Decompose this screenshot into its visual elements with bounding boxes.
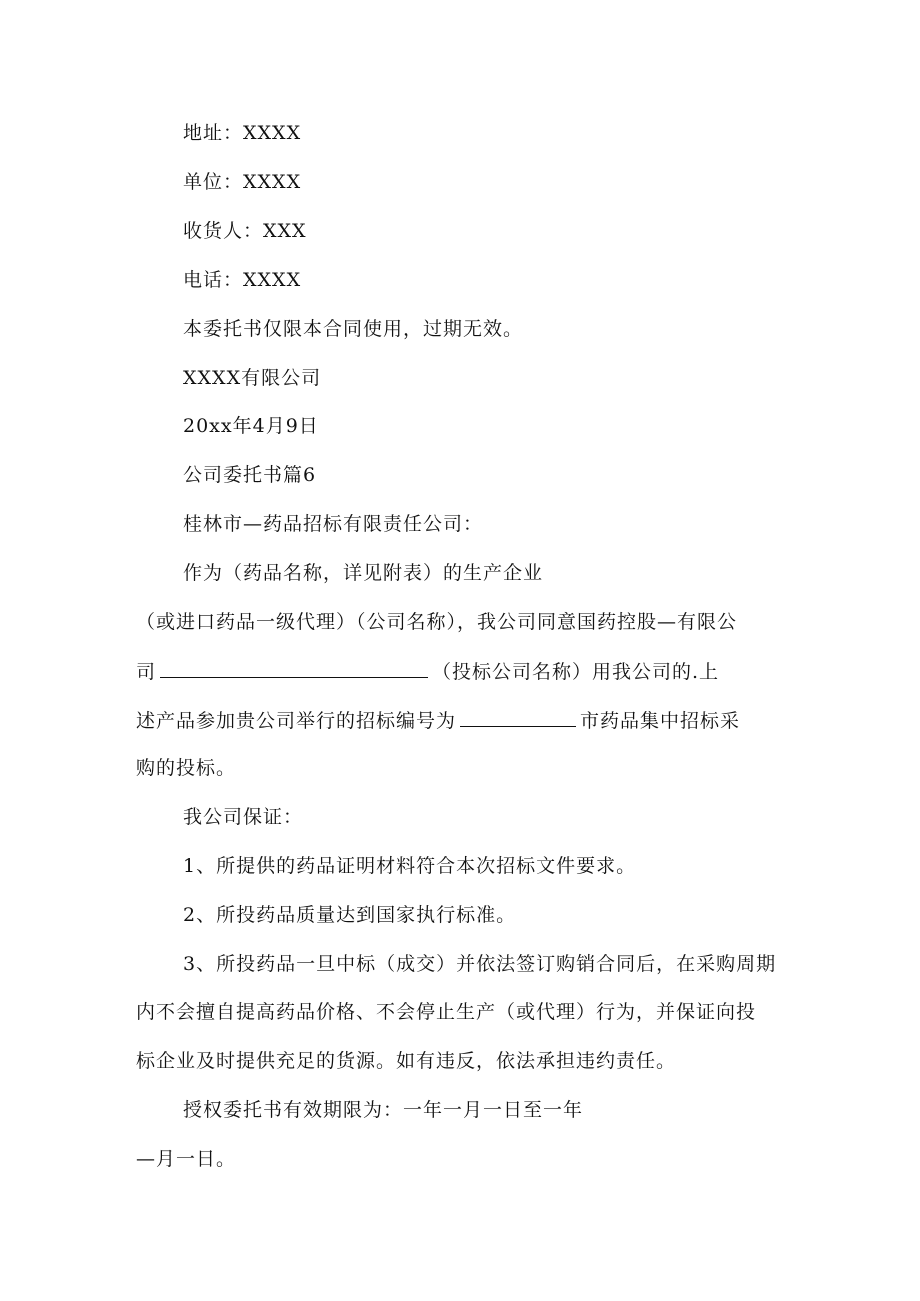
paragraph-line xyxy=(136,708,740,733)
recipient-line: 收货人：XXX xyxy=(183,220,307,242)
company-name: XXXX有限公司 xyxy=(183,367,322,389)
guarantee-item-1: 1、所提供的药品证明材料符合本次招标文件要求。 xyxy=(183,855,637,877)
paragraph-line xyxy=(136,659,719,684)
paragraph-text: （投标公司名称）用我公司的.上 xyxy=(432,661,720,683)
fill-in-blank[interactable] xyxy=(460,708,576,727)
paragraph-text: 述产品参加贵公司举行的招标编号为 xyxy=(136,710,457,732)
guarantee-intro: 我公司保证： xyxy=(183,806,304,828)
paragraph-line: （或进口药品一级代理）（公司名称），我公司同意国药控股—有限公 xyxy=(136,611,738,633)
fill-in-blank[interactable] xyxy=(160,659,428,678)
validity-note: 本委托书仅限本合同使用，过期无效。 xyxy=(183,318,524,340)
unit-line: 单位：XXXX xyxy=(183,171,302,193)
validity-period-cont: —月一日。 xyxy=(136,1148,237,1170)
guarantee-item-3-cont: 标企业及时提供充足的货源。如有违反，依法承担违约责任。 xyxy=(136,1050,677,1072)
phone-line: 电话：XXXX xyxy=(183,269,302,291)
address-line: 地址：XXXX xyxy=(183,122,302,144)
paragraph-text: 市药品集中招标采 xyxy=(580,710,741,732)
paragraph-text: 司 xyxy=(136,661,157,683)
guarantee-item-3: 3、所投药品一旦中标（成交）并依法签订购销合同后，在采购周期 xyxy=(183,953,777,975)
addressee-line: 桂林市—药品招标有限责任公司： xyxy=(183,513,484,535)
section-title: 公司委托书篇6 xyxy=(183,464,317,486)
guarantee-item-2: 2、所投药品质量达到国家执行标准。 xyxy=(183,904,517,926)
paragraph-line: 作为（药品名称，详见附表）的生产企业 xyxy=(183,562,544,584)
date-line: 20xx年4月9日 xyxy=(183,415,319,437)
paragraph-line: 购的投标。 xyxy=(136,757,237,779)
validity-period: 授权委托书有效期限为：一年一月一日至一年 xyxy=(183,1099,584,1121)
guarantee-item-3-cont: 内不会擅自提高药品价格、不会停止生产（或代理）行为，并保证向投 xyxy=(136,1001,757,1023)
